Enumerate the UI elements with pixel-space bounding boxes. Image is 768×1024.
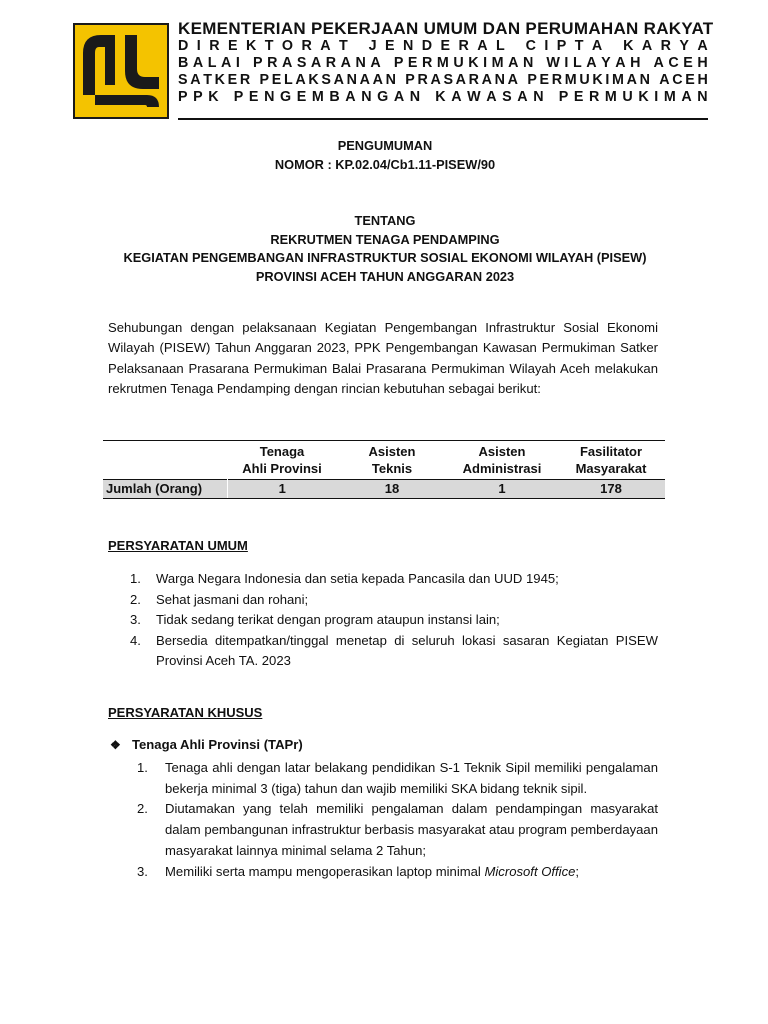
letterhead-char	[611, 38, 615, 55]
letterhead-char: P	[178, 89, 188, 105]
letterhead-char: H	[697, 72, 708, 88]
letterhead-char: M	[604, 89, 618, 105]
letterhead-divider	[178, 118, 708, 120]
letterhead-char: Y	[601, 55, 611, 71]
letterhead-char: A	[359, 72, 371, 88]
letterhead-char: E	[440, 38, 451, 54]
table-cell: 1	[447, 480, 557, 499]
letterhead-char: N	[639, 72, 651, 88]
letterhead-char: T	[264, 38, 274, 54]
letterhead-char: N	[385, 72, 397, 88]
letterhead-char: S	[178, 72, 188, 88]
letterhead-line-ppk	[178, 89, 708, 106]
letterhead-char: N	[522, 55, 534, 71]
letterhead-char: K	[638, 89, 649, 105]
letterhead-char: J	[368, 38, 377, 54]
letterhead-char: R	[239, 72, 251, 88]
letterhead-char: U	[453, 55, 464, 71]
letterhead-char: N	[533, 89, 544, 105]
letterhead-char: A	[190, 72, 201, 88]
subject-tentang: TENTANG	[354, 213, 416, 228]
table-cell: 18	[337, 480, 447, 499]
subject-line-3: PROVINSI ACEH TAHUN ANGGARAN 2023	[255, 268, 515, 284]
letterhead-line-balai	[178, 55, 708, 72]
letterhead-char: E	[227, 72, 238, 88]
letterhead-char: P	[556, 38, 567, 54]
letterhead-char: L	[572, 55, 582, 71]
letterhead-char: W	[467, 89, 481, 105]
letterhead-char: R	[267, 55, 278, 71]
letterhead-char: E	[271, 72, 282, 88]
letterhead-char: Y	[679, 38, 690, 54]
table-header-cell: Fasilitator Masyarakat	[557, 441, 665, 480]
letterhead-char: A	[430, 72, 441, 88]
letterhead-char: A	[192, 55, 204, 71]
letterhead-char: N	[346, 72, 358, 88]
letterhead-char: R	[209, 38, 220, 54]
letterhead-char: L	[283, 72, 293, 88]
letterhead-char: A	[451, 89, 462, 105]
letterhead-char: N	[264, 89, 275, 105]
letterhead-char	[244, 55, 248, 72]
section-title-khusus: PERSYARATAN KHUSUS	[108, 705, 263, 720]
letterhead-char: P	[393, 55, 404, 71]
letterhead-char: T	[203, 72, 213, 88]
letterhead-char: C	[672, 72, 683, 88]
letterhead	[178, 19, 714, 106]
needs-table	[103, 440, 665, 499]
letterhead-char: E	[539, 72, 550, 88]
letterhead-char: A	[221, 55, 232, 71]
list-item: 3. Memiliki serta mampu mengoperasikan laptop minimal Microsoft Office;	[137, 863, 580, 879]
subject-line-1: REKRUTMEN TENAGA PENDAMPING	[270, 231, 500, 247]
letterhead-char: B	[329, 89, 340, 105]
letterhead-char: A	[486, 89, 497, 105]
letterhead-char: M	[663, 89, 676, 105]
section-title-umum: PERSYARATAN UMUM	[108, 538, 248, 553]
letterhead-char: K	[308, 72, 319, 88]
letterhead-char: A	[333, 72, 345, 88]
letterhead-char: A	[340, 55, 352, 71]
letterhead-char: L	[207, 55, 217, 71]
letterhead-char: R	[551, 72, 563, 88]
letterhead-char: T	[574, 38, 584, 54]
letterhead-char: K	[468, 55, 479, 71]
letterhead-char: R	[468, 72, 480, 88]
list-item: 1. Warga Negara Indonesia dan setia kepada Pancasila dan UUD 1945;	[130, 571, 559, 586]
letterhead-char	[653, 72, 657, 89]
letterhead-char	[521, 72, 525, 89]
khusus-list	[137, 758, 658, 882]
letterhead-char: A	[455, 72, 467, 88]
letterhead-char: I	[605, 72, 610, 88]
letterhead-char: K	[208, 89, 219, 105]
letterhead-char	[385, 55, 389, 72]
letterhead-char: A	[507, 72, 519, 88]
letterhead-char: K	[623, 38, 634, 54]
letterhead-char: T	[338, 38, 348, 54]
letterhead-char: A	[372, 72, 384, 88]
letterhead-char: I	[654, 89, 659, 105]
letterhead-char: P	[558, 89, 569, 105]
letterhead-char	[426, 89, 430, 106]
letterhead-char: E	[248, 89, 259, 105]
letterhead-char: A	[681, 89, 692, 105]
letterhead-char: S	[296, 55, 307, 71]
letterhead-char: H	[697, 55, 708, 71]
letterhead-char: N	[361, 89, 372, 105]
letterhead-char: N	[355, 55, 367, 71]
letterhead-char: N	[402, 38, 414, 54]
announcement-title: PENGUMUMAN	[337, 138, 433, 153]
list-item: 3. Tidak sedang terikat dengan program ataupun instansi lain;	[130, 612, 500, 627]
letterhead-char: A	[345, 89, 356, 105]
letterhead-char: I	[544, 38, 549, 54]
letterhead-char: A	[591, 38, 603, 54]
table-cell: 178	[557, 480, 665, 499]
letterhead-char: E	[407, 55, 418, 71]
letterhead-char: A	[295, 72, 306, 88]
table-header-cell: Tenaga Ahli Provinsi	[227, 441, 337, 480]
letterhead-char: G	[279, 89, 292, 105]
letterhead-char: A	[659, 72, 670, 88]
letterhead-char	[253, 72, 257, 89]
letterhead-char: H	[630, 55, 641, 71]
table-cell: 1	[227, 480, 337, 499]
letterhead-char: A	[697, 38, 708, 54]
letterhead-line-ministry: KEMENTERIAN PEKERJAAN UMUM DAN PERUMAHAN RAKYAT	[178, 19, 714, 38]
letterhead-char: S	[443, 72, 454, 88]
letterhead-char: S	[321, 72, 332, 88]
letterhead-char: K	[245, 38, 257, 54]
letterhead-char: C	[525, 38, 537, 54]
pu-logo-icon	[73, 23, 169, 119]
diamond-bullet-icon: ❖	[110, 738, 121, 752]
letterhead-char: R	[325, 55, 337, 71]
letterhead-char: A	[653, 55, 665, 71]
intro-paragraph: Sehubungan dengan pelaksanaan Kegiatan Pengembangan Infrastruktur Sosial Ekonomi Wilayah (PISEW) Tahun Anggaran 2023, PPK Pengembangan Kawasan Permukiman Satker Pelaksanaan Prasarana Permukiman Balai Prasarana Permukiman Wilayah Aceh melakukan rekrutmen Tenaga Pendamping dengan rincian kebutuhan sebagai berikut:	[108, 320, 658, 396]
letterhead-line-satker	[178, 72, 708, 89]
list-item: 4. Bersedia ditempatkan/tinggal menetap di seluruh lokasi sasaran Kegiatan PISEW Provinsi Aceh TA. 2023	[130, 632, 658, 668]
table-row-label: Jumlah (Orang)	[103, 480, 227, 499]
letterhead-char: A	[320, 38, 331, 54]
table-header-row	[103, 441, 665, 480]
letterhead-char: M	[612, 72, 625, 88]
letterhead-char	[513, 38, 517, 55]
letterhead-char: A	[586, 55, 597, 71]
letterhead-char: M	[436, 55, 449, 71]
letterhead-char: I	[196, 38, 201, 54]
table-row	[103, 480, 665, 499]
letterhead-char: K	[214, 72, 226, 88]
letterhead-char: I	[235, 55, 241, 71]
letterhead-char: W	[546, 55, 561, 71]
letterhead-char: A	[281, 55, 293, 71]
letterhead-char: A	[626, 72, 638, 88]
pu-logo-mark	[75, 25, 167, 117]
list-item: 1. Tenaga ahli dengan latar belakang pendidikan S-1 Teknik Sipil memiliki pengalaman bekerja minimal 3 (tiga) tahun dan wajib memiliki SKA bidang teknik sipil.	[137, 760, 658, 796]
letterhead-char: P	[233, 89, 244, 105]
letterhead-char: I	[483, 55, 488, 71]
letterhead-char: R	[417, 72, 428, 88]
announcement-header	[100, 137, 670, 174]
announcement-subject	[100, 212, 670, 286]
letterhead-char: E	[573, 89, 584, 105]
letterhead-char: A	[310, 55, 322, 71]
letterhead-char: E	[384, 38, 395, 54]
letterhead-char: A	[370, 55, 381, 71]
letterhead-char: A	[508, 55, 519, 71]
announcement-number: NOMOR : KP.02.04/Cb1.11-PISEW/90	[274, 156, 496, 172]
table-header-cell: Asisten Teknis	[337, 441, 447, 480]
subsection-tapr	[110, 737, 303, 752]
letterhead-char: A	[517, 89, 528, 105]
letterhead-char: U	[622, 89, 633, 105]
letterhead-char: D	[421, 38, 433, 54]
letterhead-char: E	[227, 38, 238, 54]
letterhead-char: P	[259, 72, 270, 88]
letterhead-line-directorate	[178, 38, 708, 55]
letterhead-char: E	[296, 89, 307, 105]
letterhead-char: R	[422, 55, 433, 71]
letterhead-char: R	[660, 38, 672, 54]
letterhead-char: R	[588, 89, 600, 105]
letterhead-char: E	[685, 72, 695, 88]
letterhead-char: A	[641, 38, 653, 54]
letterhead-char: P	[405, 72, 415, 88]
letterhead-char: S	[502, 89, 512, 105]
umum-list	[108, 569, 658, 672]
letterhead-char: K	[435, 89, 446, 105]
letterhead-char: G	[377, 89, 389, 105]
letterhead-char: B	[178, 55, 189, 71]
letterhead-char: L	[495, 38, 505, 54]
letterhead-char	[549, 89, 553, 106]
letterhead-char: C	[668, 55, 679, 71]
letterhead-char: N	[409, 89, 421, 105]
letterhead-char: P	[193, 89, 203, 105]
letterhead-char: M	[491, 55, 504, 71]
letterhead-char: K	[592, 72, 603, 88]
letterhead-char	[538, 55, 542, 72]
letterhead-char: D	[178, 38, 189, 54]
letterhead-char: R	[301, 38, 312, 54]
letterhead-char: M	[564, 72, 577, 88]
letterhead-char	[645, 55, 649, 72]
letterhead-char: O	[281, 38, 294, 54]
list-item: 2. Sehat jasmani dan rohani;	[130, 591, 309, 607]
letterhead-char: E	[683, 55, 693, 71]
letterhead-char: R	[458, 38, 469, 54]
letterhead-char	[224, 89, 228, 106]
table-header-empty	[103, 441, 227, 480]
subject-line-2: KEGIATAN PENGEMBANGAN INFRASTRUKTUR SOSIAL EKONOMI WILAYAH (PISEW)	[123, 250, 647, 265]
letterhead-char: P	[252, 55, 263, 71]
letterhead-char: N	[494, 72, 506, 88]
letterhead-char: P	[527, 72, 538, 88]
letterhead-char	[399, 72, 403, 89]
letterhead-char: I	[564, 55, 569, 71]
letterhead-char: U	[579, 72, 590, 88]
letterhead-char: A	[477, 38, 488, 54]
letterhead-char: A	[393, 89, 405, 105]
letterhead-char: M	[311, 89, 324, 105]
subsection-title: Tenaga Ahli Provinsi (TAPr)	[132, 737, 303, 752]
letterhead-char: N	[697, 89, 708, 105]
table-header-cell: Asisten Administrasi	[447, 441, 557, 480]
list-item: 2. Diutamakan yang telah memiliki pengalaman dalam pendampingan masyarakat dalam pembangunan infrastruktur berbasis masyarakat atau program pemberdayaan masyarakat lainnya minimal selama 2 Tahun;	[137, 801, 658, 858]
letterhead-char: A	[481, 72, 493, 88]
letterhead-char	[356, 38, 360, 55]
letterhead-char: A	[615, 55, 626, 71]
